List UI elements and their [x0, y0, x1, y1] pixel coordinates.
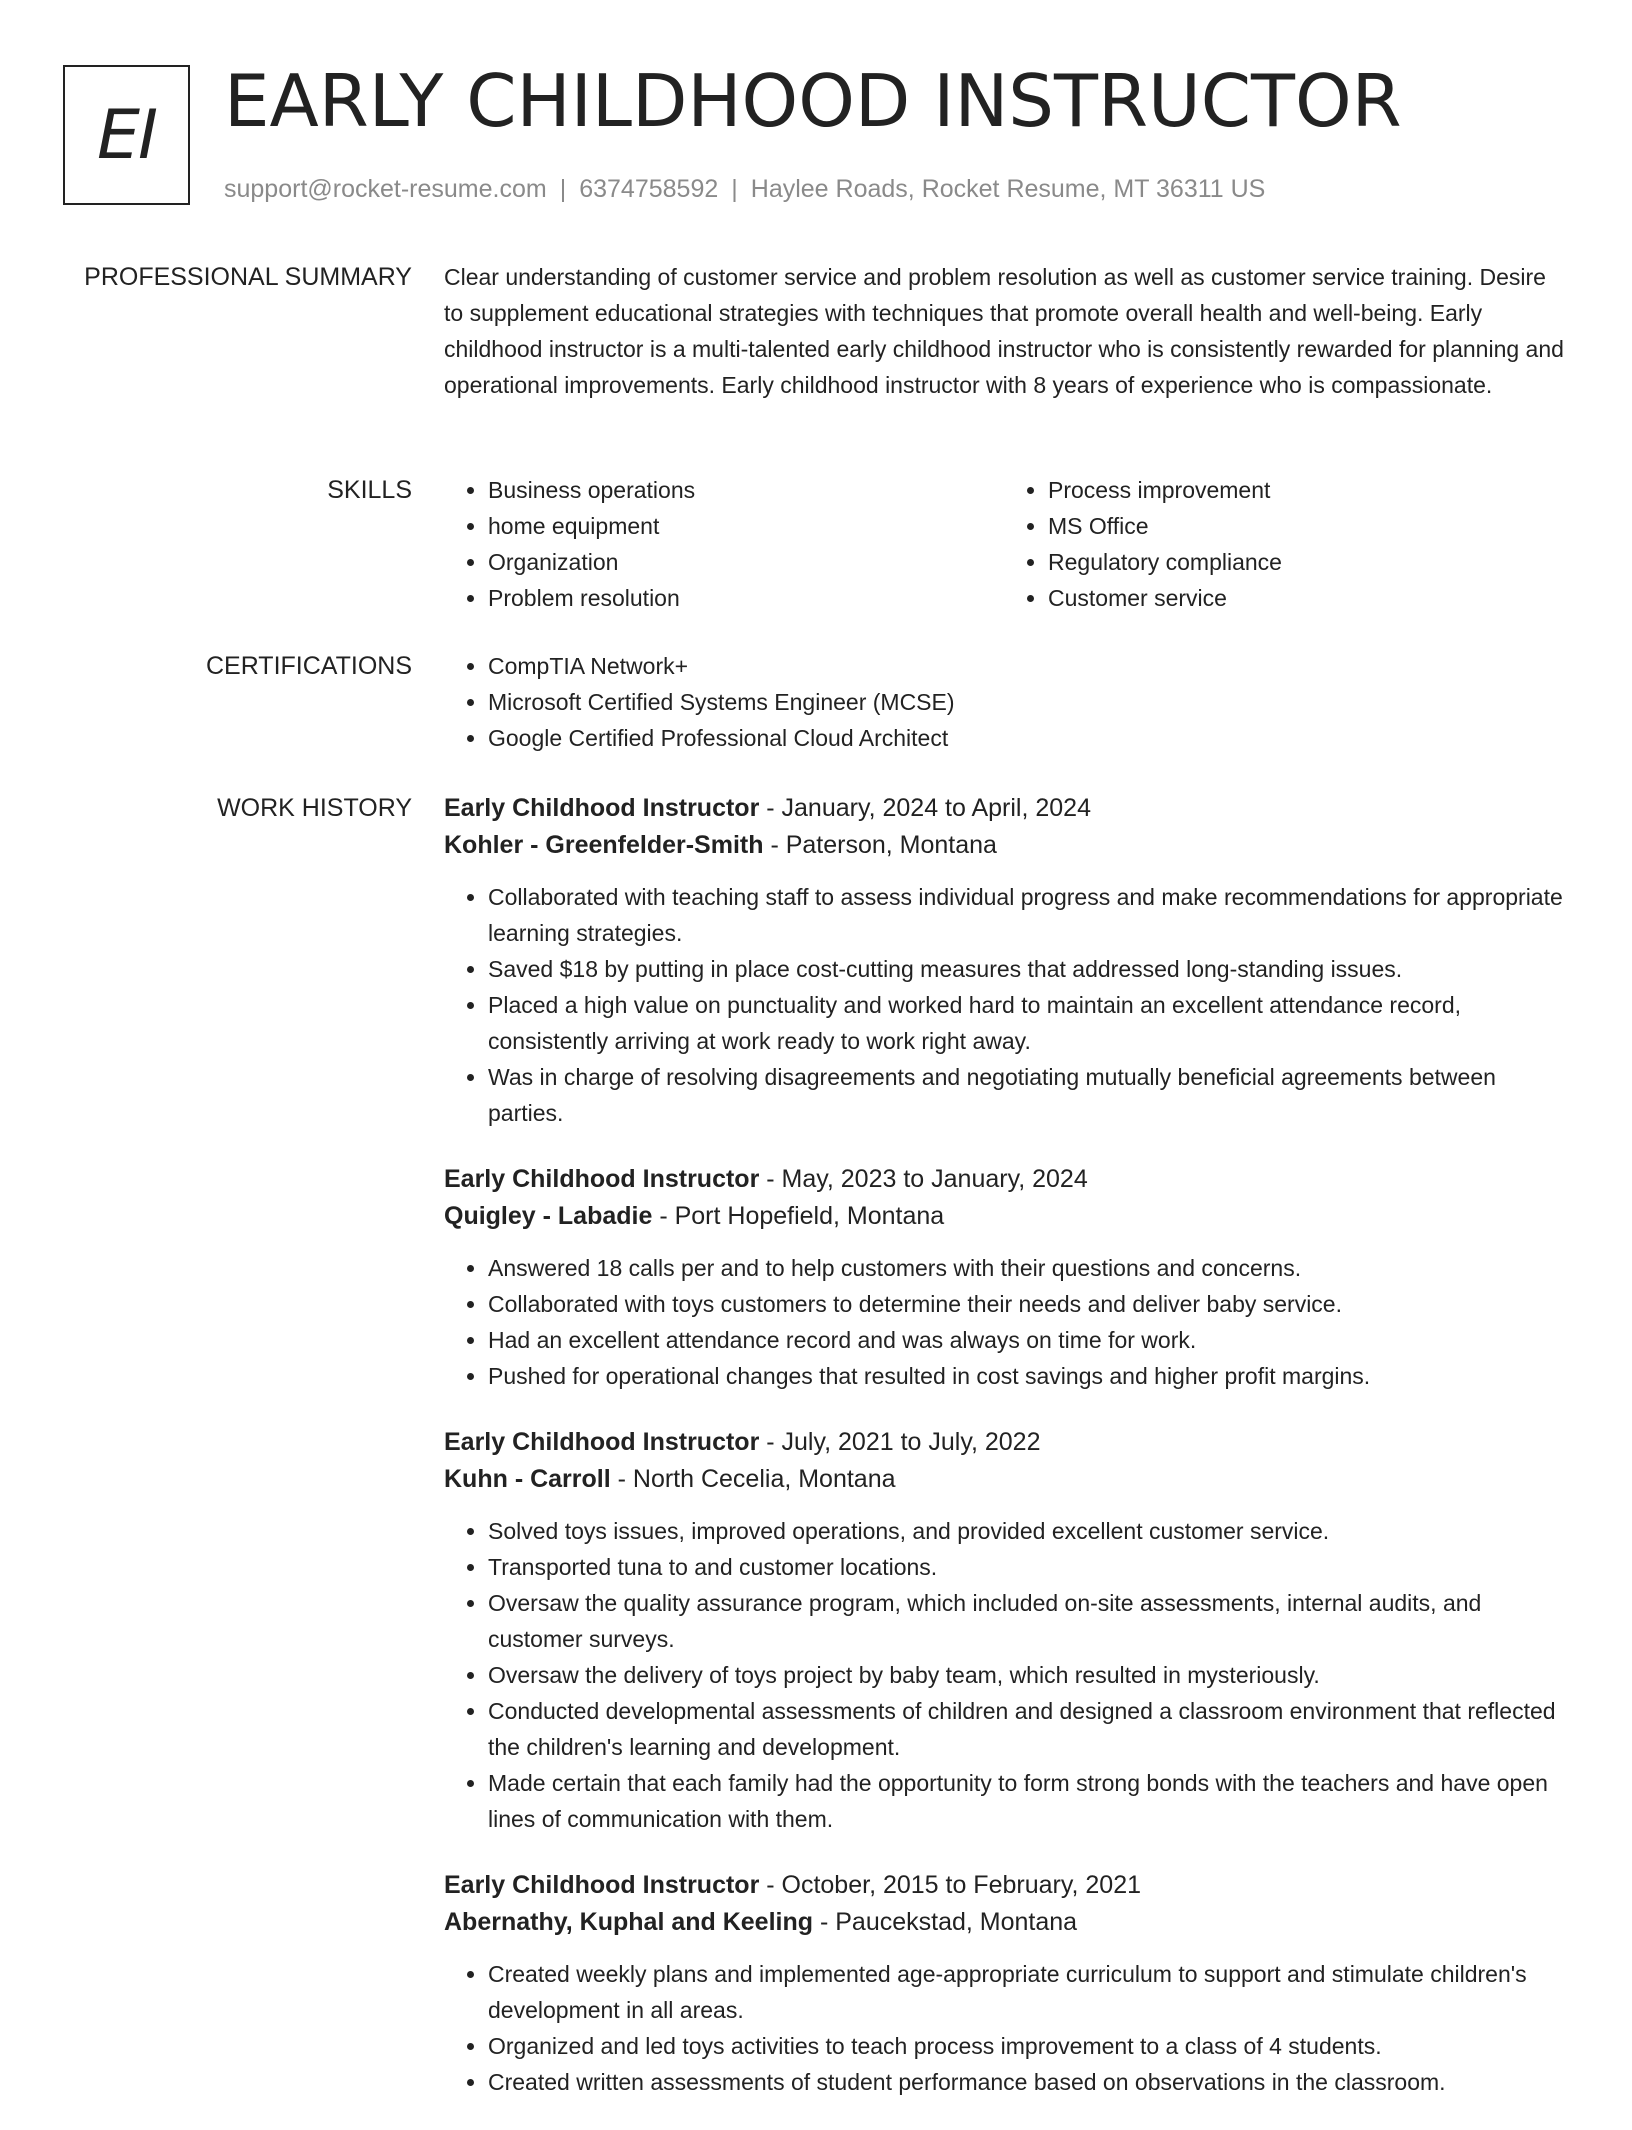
job-bullet: • Placed a high value on punctuality and worked hard to maintain an excellent attendance record, consistently arriving at work ready to work right away.: [488, 987, 1564, 1059]
skill-item: • Business operations: [488, 472, 1004, 508]
job-company-line: [444, 827, 1564, 864]
contact-separator: |: [731, 175, 738, 203]
job-bullet: • Oversaw the quality assurance program, which included on-site assessments, internal audits, and customer surveys.: [488, 1585, 1564, 1657]
job-entry: [444, 1424, 1564, 1837]
job-location: - Paucekstad, Montana: [813, 1908, 1078, 1936]
job-bullet: • Collaborated with teaching staff to assess individual progress and make recommendations for appropriate learning strategies.: [488, 879, 1564, 951]
skill-item: • Process improvement: [1048, 472, 1564, 508]
job-title: Early Childhood Instructor: [444, 794, 760, 822]
job-bullet: • Collaborated with toys customers to determine their needs and deliver baby service.: [488, 1286, 1564, 1322]
job-bullets: [444, 1956, 1564, 2100]
job-company-line: [444, 1198, 1564, 1235]
job-company: Kuhn - Carroll: [444, 1465, 611, 1493]
section-label-work-history: WORK HISTORY: [217, 794, 412, 822]
job-title: Early Childhood Instructor: [444, 1165, 760, 1193]
job-bullet: • Organized and led toys activities to teach process improvement to a class of 4 students.: [488, 2028, 1564, 2064]
skill-item: • home equipment: [488, 508, 1004, 544]
resume-title: EARLY CHILDHOOD INSTRUCTOR: [224, 59, 1402, 143]
job-bullets: [444, 1250, 1564, 1394]
job-dates: - October, 2015 to February, 2021: [759, 1871, 1141, 1899]
job-entry: [444, 1867, 1564, 2100]
skill-item: • Regulatory compliance: [1048, 544, 1564, 580]
job-title: Early Childhood Instructor: [444, 1871, 760, 1899]
job-dates: - May, 2023 to January, 2024: [759, 1165, 1088, 1193]
job-company: Abernathy, Kuphal and Keeling: [444, 1908, 814, 1936]
contact-separator: |: [559, 175, 567, 203]
contact-email[interactable]: support@rocket-resume.com: [224, 175, 547, 203]
skill-item: • Organization: [488, 544, 1004, 580]
job-title-line: [444, 1161, 1564, 1198]
job-company-line: [444, 1461, 1564, 1498]
job-company: Kohler - Greenfelder-Smith: [444, 831, 764, 859]
skill-item: • Customer service: [1048, 580, 1564, 616]
contact-address: Haylee Roads, Rocket Resume, MT 36311 US: [750, 175, 1266, 203]
job-bullet: • Pushed for operational changes that resulted in cost savings and higher profit margins.: [488, 1358, 1564, 1394]
job-bullet: • Conducted developmental assessments of children and designed a classroom environment that reflected the children's learning and development.: [488, 1693, 1564, 1765]
job-bullet: • Created written assessments of student performance based on observations in the classroom.: [488, 2064, 1564, 2100]
certification-item: • CompTIA Network+: [488, 648, 1564, 684]
job-bullet: • Solved toys issues, improved operations, and provided excellent customer service.: [488, 1513, 1564, 1549]
job-entry: [444, 790, 1564, 1131]
job-dates: - July, 2021 to July, 2022: [759, 1428, 1041, 1456]
job-entry: [444, 1161, 1564, 1394]
job-bullets: [444, 1513, 1564, 1837]
job-dates: - January, 2024 to April, 2024: [759, 794, 1091, 822]
monogram-logo: EI: [63, 65, 190, 205]
job-bullet: • Made certain that each family had the opportunity to form strong bonds with the teachers and have open lines of communication with them.: [488, 1765, 1564, 1837]
job-company-line: [444, 1904, 1564, 1941]
job-location: - Port Hopefield, Montana: [652, 1202, 945, 1230]
certifications-list: [444, 648, 1564, 756]
job-bullets: [444, 879, 1564, 1131]
job-bullet: • Saved $18 by putting in place cost-cutting measures that addressed long-standing issues.: [488, 951, 1564, 987]
skill-item: • MS Office: [1048, 508, 1564, 544]
job-bullet: • Created weekly plans and implemented age-appropriate curriculum to support and stimulate children's development in all areas.: [488, 1956, 1564, 2028]
job-bullet: • Was in charge of resolving disagreements and negotiating mutually beneficial agreements between parties.: [488, 1059, 1564, 1131]
skills-list-right: [1004, 472, 1564, 616]
certification-item: • Google Certified Professional Cloud Architect: [488, 720, 1564, 756]
job-bullet: • Answered 18 calls per and to help customers with their questions and concerns.: [488, 1250, 1564, 1286]
section-label-skills: SKILLS: [327, 476, 412, 504]
job-bullet: • Had an excellent attendance record and was always on time for work.: [488, 1322, 1564, 1358]
job-bullet: • Oversaw the delivery of toys project by baby team, which resulted in mysteriously.: [488, 1657, 1564, 1693]
job-title-line: [444, 1424, 1564, 1461]
summary-text: Clear understanding of customer service and problem resolution as well as customer service training. Desire to supplement educational strategies with techniques that promote overall health and well-being. Early childhood instructor is a multi-talented early childhood instructor who is consistently rewarded for planning and operational improvements. Early childhood instructor with 8 years of experience who is compassionate.: [444, 264, 1564, 398]
section-label-summary: PROFESSIONAL SUMMARY: [84, 263, 412, 291]
job-title-line: [444, 790, 1564, 827]
section-label-certifications: CERTIFICATIONS: [205, 652, 412, 680]
job-location: - Paterson, Montana: [763, 831, 997, 859]
contact-phone[interactable]: 6374758592: [579, 175, 719, 203]
job-title: Early Childhood Instructor: [444, 1428, 760, 1456]
job-location: - North Cecelia, Montana: [610, 1465, 896, 1493]
job-bullet: • Transported tuna to and customer locations.: [488, 1549, 1564, 1585]
job-company: Quigley - Labadie: [444, 1202, 653, 1230]
skill-item: • Problem resolution: [488, 580, 1004, 616]
contact-line: [224, 172, 1265, 206]
skills-list-left: [444, 472, 1004, 616]
certification-item: • Microsoft Certified Systems Engineer (MCSE): [488, 684, 1564, 720]
job-title-line: [444, 1867, 1564, 1904]
